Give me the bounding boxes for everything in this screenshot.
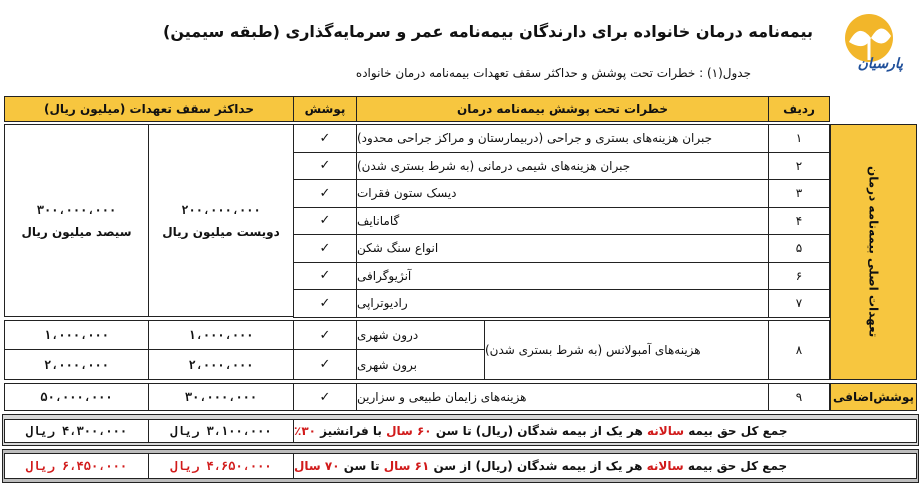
- row-1-label: جبران هزینه‌های بستری و جراحی (دربیمارستان و مراکز جراحی محدود): [356, 124, 769, 153]
- row-3-number: ۳: [768, 179, 830, 208]
- header-row-number: ردیف: [768, 96, 830, 122]
- total-1-text: [294, 424, 788, 438]
- row-8-label: هزینه‌های آمبولانس (به شرط بستری شدن): [484, 320, 769, 380]
- row-5-label: انواع سنگ شکن: [356, 234, 769, 263]
- row-7-check: ✓: [293, 289, 357, 318]
- ambulance-intercity-check: ✓: [293, 349, 357, 380]
- logo-text: پارسیان: [857, 56, 903, 72]
- ambulance-urban-plan-a: ۱،۰۰۰،۰۰۰: [148, 320, 294, 350]
- total-2-annual: سالانه: [646, 459, 684, 473]
- row-6-check: ✓: [293, 262, 357, 291]
- total-1-plan-a: ۳،۱۰۰،۰۰۰ ریال: [148, 419, 294, 443]
- total-1-label: [293, 419, 917, 443]
- row-1-number: ۱: [768, 124, 830, 153]
- row-3-label: دیسک ستون فقرات: [356, 179, 769, 208]
- ambulance-urban-plan-b: ۱،۰۰۰،۰۰۰: [4, 320, 149, 350]
- ambulance-urban-check: ✓: [293, 320, 357, 350]
- row-9-plan-b: ۵۰،۰۰۰،۰۰۰: [4, 383, 149, 411]
- row-2-check: ✓: [293, 152, 357, 181]
- row-4-number: ۴: [768, 207, 830, 236]
- main-limit-plan-b: [4, 124, 149, 317]
- row-6-label: آنژیوگرافی: [356, 262, 769, 291]
- main-limit-plan-a: [148, 124, 294, 317]
- row-9-label: هزینه‌های زایمان طبیعی و سزارین: [356, 383, 769, 411]
- leaf-logo-icon: [819, 8, 917, 88]
- section-main-label: [830, 124, 917, 380]
- total-1-franchise: ۳۰٪: [294, 424, 316, 438]
- total-1-prefix: جمع کل حق بیمه: [688, 424, 788, 438]
- header-risks: خطرات تحت پوشش بیمه‌نامه درمان: [356, 96, 769, 122]
- total-2-age-from: ۶۱ سال: [383, 459, 430, 473]
- row-9-check: ✓: [293, 383, 357, 411]
- row-7-number: ۷: [768, 289, 830, 318]
- header-max-limit: حداکثر سقف تعهدات (میلیون ریال): [4, 96, 294, 122]
- row-3-check: ✓: [293, 179, 357, 208]
- row-6-number: ۶: [768, 262, 830, 291]
- row-9-plan-a: ۳۰،۰۰۰،۰۰۰: [148, 383, 294, 411]
- total-1-suffix: با فرانشیز: [320, 424, 382, 438]
- table-caption: جدول(۱) : خطرات تحت پوشش و حداکثر سقف تعهدات بیمه‌نامه درمان خانواده: [355, 66, 751, 80]
- ambulance-intercity-plan-a: ۲،۰۰۰،۰۰۰: [148, 349, 294, 380]
- total-2-mid: هر یک از بیمه شدگان (ریال) از سن: [433, 459, 643, 473]
- main-limit-plan-a-amount: ۲۰۰،۰۰۰،۰۰۰: [181, 202, 261, 217]
- row-4-check: ✓: [293, 207, 357, 236]
- main-limit-plan-a-words: دویست میلیون ریال: [162, 224, 280, 239]
- row-4-label: گامانایف: [356, 207, 769, 236]
- main-limit-plan-b-amount: ۳۰۰،۰۰۰،۰۰۰: [36, 202, 117, 217]
- total-1-mid: هر یک از بیمه شدگان (ریال) تا سن: [435, 424, 643, 438]
- row-7-label: رادیوتراپی: [356, 289, 769, 318]
- row-5-check: ✓: [293, 234, 357, 263]
- total-2-to: تا سن: [343, 459, 380, 473]
- ambulance-urban-label: درون شهری: [356, 320, 485, 350]
- parsian-logo: [819, 8, 917, 88]
- page-title: بیمه‌نامه درمان خانواده برای دارندگان بیمه‌نامه عمر و سرمایه‌گذاری (طبقه سیمین): [163, 22, 813, 41]
- total-2-age-to: ۷۰ سال: [294, 459, 340, 473]
- row-8-number: ۸: [768, 320, 830, 380]
- main-limit-plan-b-words: سیصد میلیون ریال: [21, 224, 132, 239]
- total-2-plan-a: ۴،۶۵۰،۰۰۰ ریال: [148, 453, 294, 479]
- row-2-label: جبران هزینه‌های شیمی درمانی (به شرط بستری شدن): [356, 152, 769, 181]
- row-9-number: ۹: [768, 383, 830, 411]
- total-1-annual: سالانه: [646, 424, 684, 438]
- header-coverage: پوشش: [293, 96, 357, 122]
- total-2-text: [294, 459, 787, 473]
- section-main-text: تعهدات اصلی بیمه‌نامه درمان: [866, 166, 881, 338]
- total-1-plan-b: ۴،۳۰۰،۰۰۰ ریال: [4, 419, 149, 443]
- ambulance-intercity-label: برون شهری: [356, 349, 485, 380]
- ambulance-intercity-plan-b: ۲،۰۰۰،۰۰۰: [4, 349, 149, 380]
- row-5-number: ۵: [768, 234, 830, 263]
- total-1-age: ۶۰ سال: [386, 424, 432, 438]
- row-1-check: ✓: [293, 124, 357, 153]
- total-2-label: [293, 453, 917, 479]
- total-2-plan-b: ۶،۴۵۰،۰۰۰ ریال: [4, 453, 149, 479]
- section-extra-label: پوشش‌اضافی: [830, 383, 917, 411]
- row-2-number: ۲: [768, 152, 830, 181]
- total-2-prefix: جمع کل حق بیمه: [687, 459, 788, 473]
